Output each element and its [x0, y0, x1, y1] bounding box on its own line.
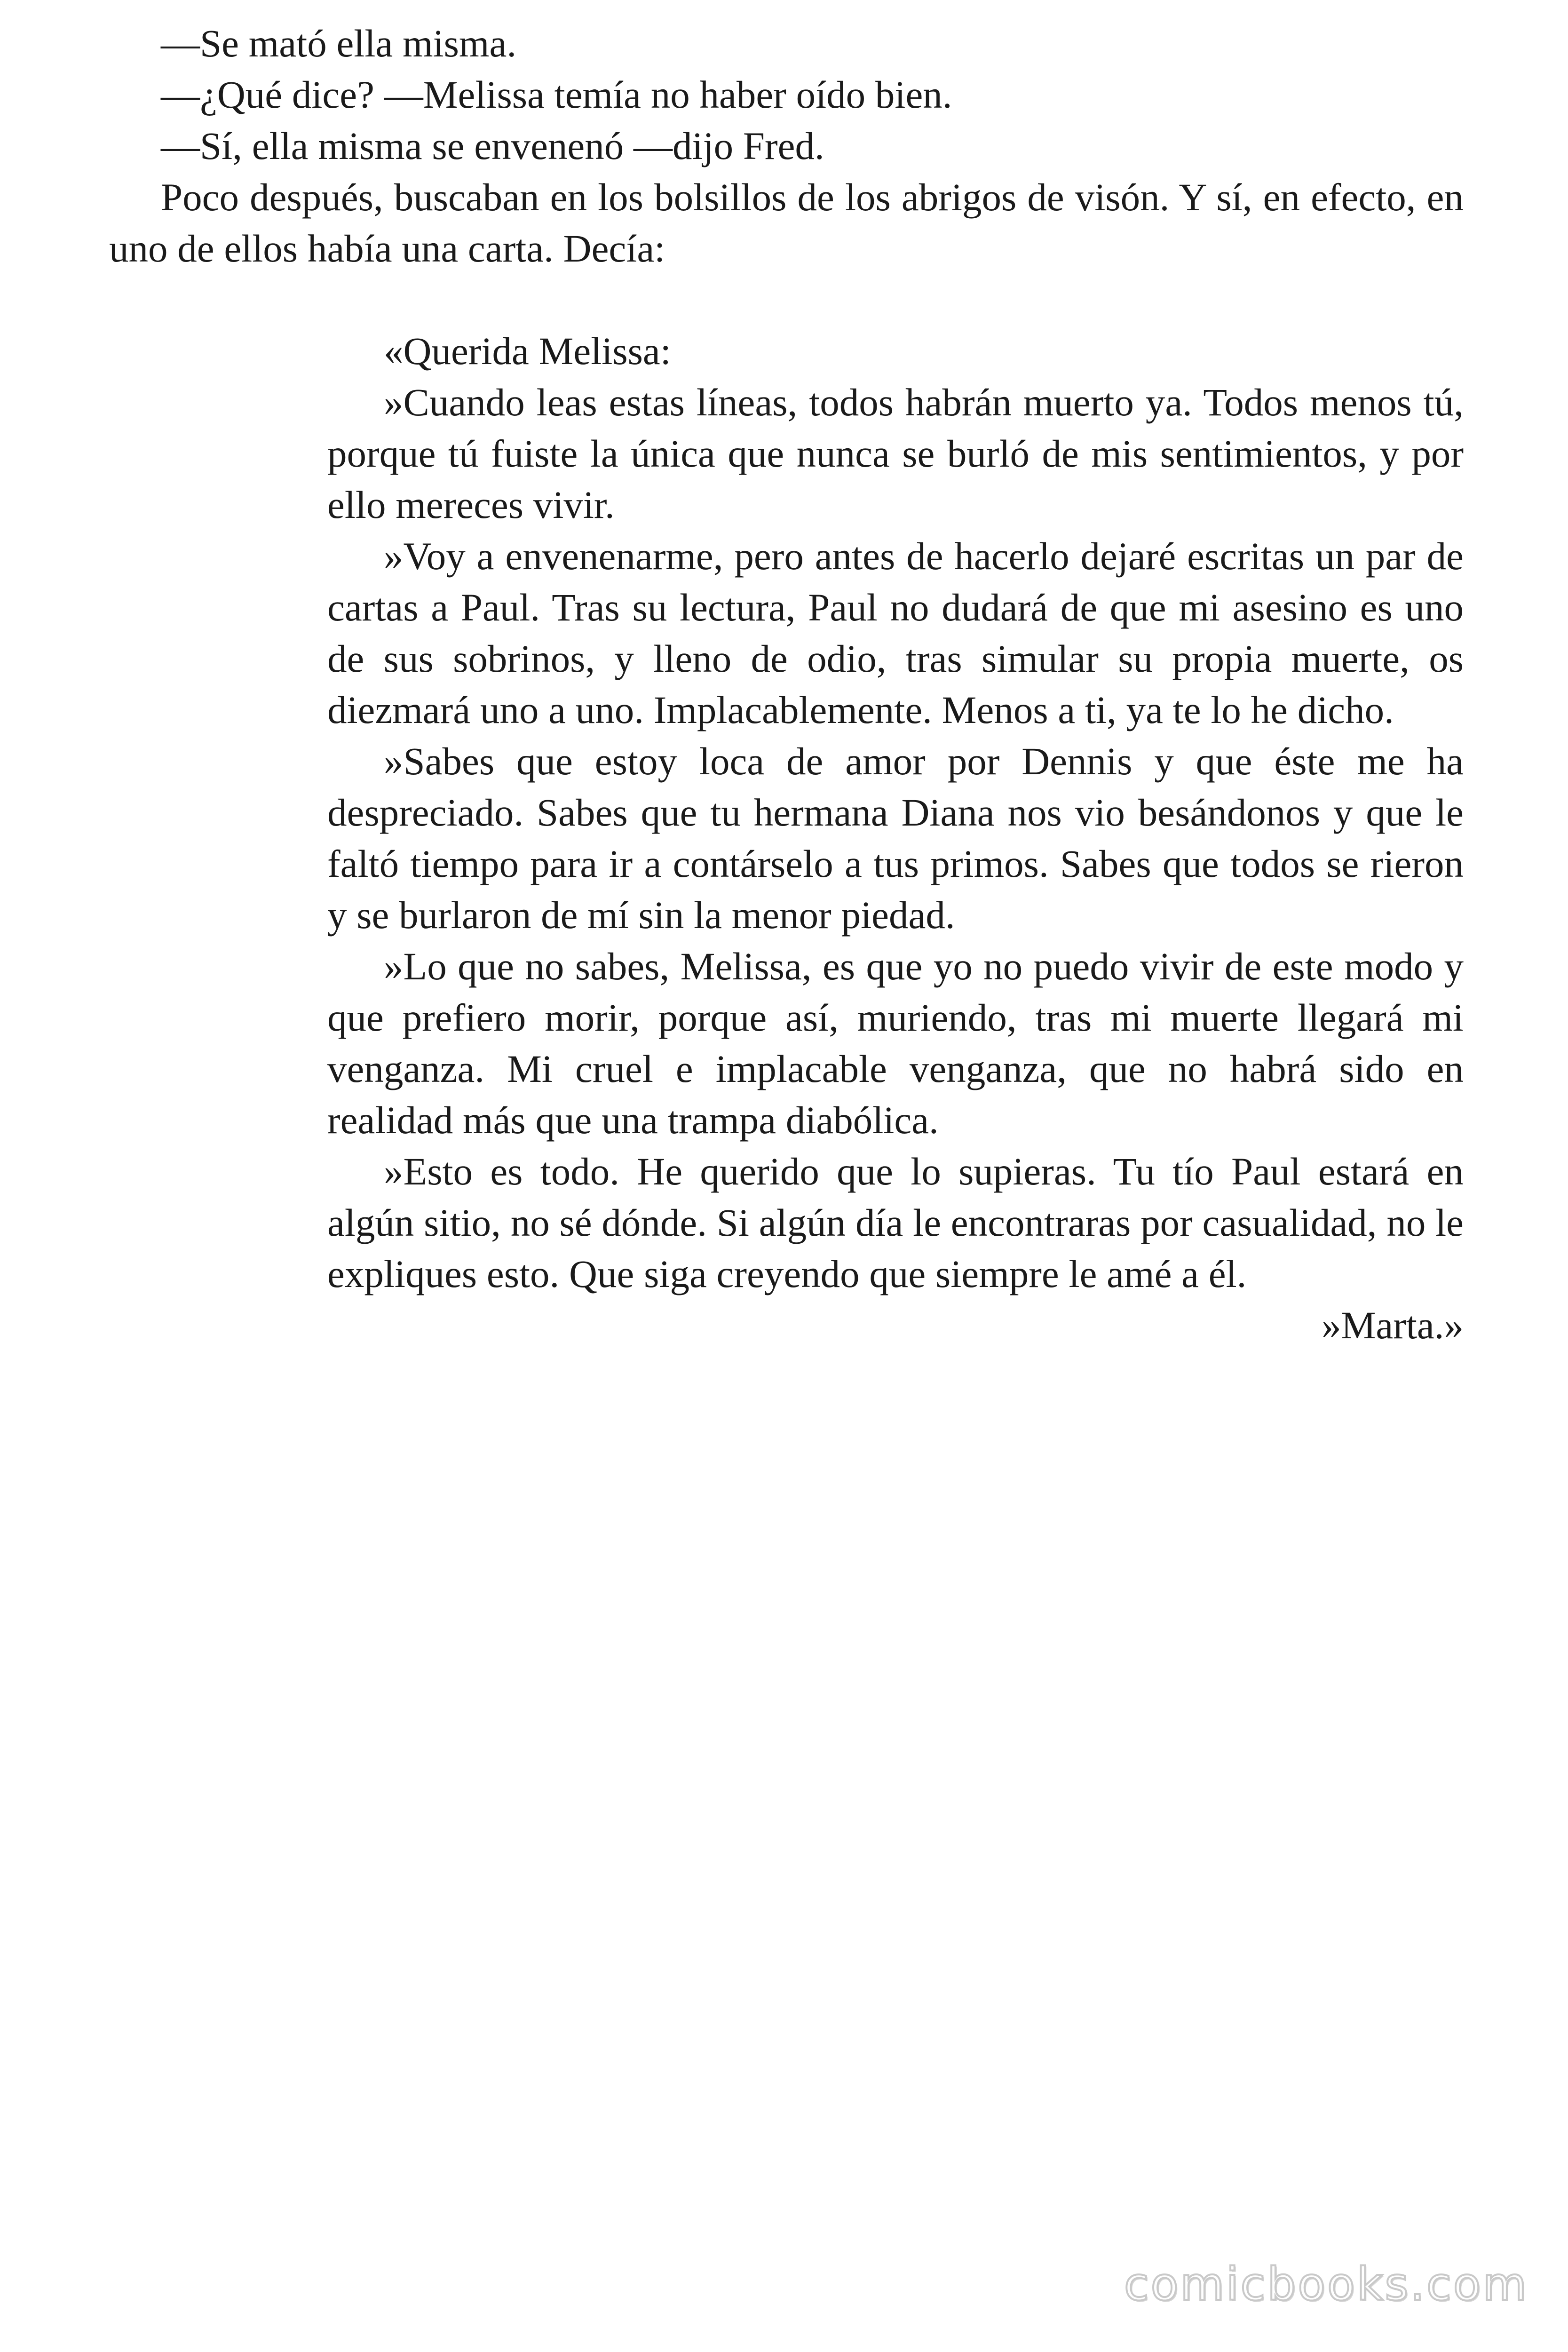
- letter-block: [327, 326, 1464, 1351]
- letter-paragraph: »Voy a envenenarme, pero antes de hacerlo dejaré escritas un par de cartas a Paul. Tras su lectura, Paul no dudará de que mi asesino es uno de sus sobrinos, y lleno de odio, tras simular su propia muerte, os diezmará uno a uno. Implacablemente. Menos a ti, ya te lo he dicho.: [327, 534, 1464, 731]
- watermark: comicbooks.com: [1124, 2258, 1528, 2311]
- dialogue-line: —Sí, ella misma se envenenó —dijo Fred.: [161, 124, 824, 167]
- narrative-paragraph: Poco después, buscaban en los bolsillos de los abrigos de visón. Y sí, en efecto, en uno de ellos había una carta. Decía:: [109, 175, 1464, 270]
- letter-paragraph: »Sabes que estoy loca de amor por Dennis y que éste me ha despreciado. Sabes que tu hermana Diana nos vio besándonos y que le faltó tiempo para ir a contárselo a tus primos. Sabes que todos se rieron y se burlaron de mí sin la menor piedad.: [327, 739, 1464, 937]
- letter-signature: »Marta.»: [1322, 1303, 1464, 1347]
- dialogue-line: —¿Qué dice? —Melissa temía no haber oído bien.: [161, 73, 952, 116]
- page-content: [109, 18, 1464, 1351]
- letter-paragraph: »Cuando leas estas líneas, todos habrán muerto ya. Todos menos tú, porque tú fuiste la única que nunca se burló de mis sentimientos, y por ello mereces vivir.: [327, 381, 1464, 526]
- letter-paragraph: »Esto es todo. He querido que lo supieras. Tu tío Paul estará en algún sitio, no sé dónde. Si algún día le encontraras por casualidad, no le expliques esto. Que siga creyendo que siempre le amé a él.: [327, 1150, 1464, 1295]
- letter-paragraph: »Lo que no sabes, Melissa, es que yo no puedo vivir de este modo y que prefiero morir, porque así, muriendo, tras mi muerte llegará mi venganza. Mi cruel e implacable venganza, que no habrá sido en realidad más que una trampa diabólica.: [327, 945, 1464, 1142]
- dialogue-line: —Se mató ella misma.: [161, 22, 517, 65]
- letter-salutation: «Querida Melissa:: [384, 329, 671, 373]
